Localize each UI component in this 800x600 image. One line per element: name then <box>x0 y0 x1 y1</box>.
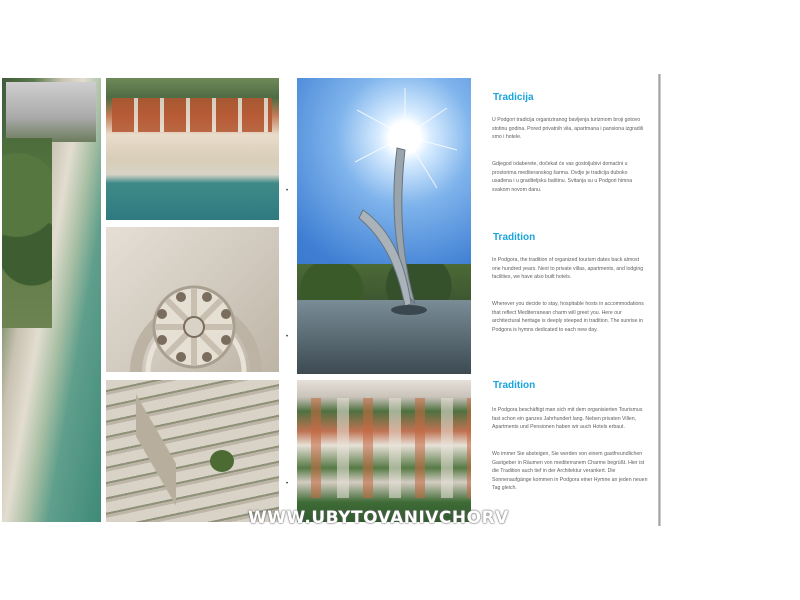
heading-croatian: Tradicija <box>493 92 534 103</box>
seagull-sculpture-graphic <box>297 78 471 374</box>
town-aerial-photo <box>297 380 471 522</box>
paragraph-english-2: Wherever you decide to stay, hospitable hosts in accommodations that reflect Mediterranean charm will greet you. Here our architectural heritage is deeply steeped in tradition. The sunrise in Podgora is hymns dedicated to each new day. <box>492 301 644 333</box>
heading-german: Tradition <box>493 380 536 391</box>
hotel-waterfront-photo <box>106 78 279 220</box>
rose-window-photo <box>106 227 279 372</box>
paragraph-german-1: In Podgora beschäftigt man sich mit dem organisierten Tourismus fast schon ein ganzes Jahrhundert lang. Neben privaten Villen, Apartments und Pensionen haben wir auch Hotels erbaut. <box>492 407 643 431</box>
print-mark: • <box>286 481 289 487</box>
text-column <box>476 78 658 524</box>
paragraph-croatian-2: Gdjegod odaberete, dočekat će vas gostoljubivi domaćini u prostorima mediteranskog šarma. Ovdje je tradicija duboko usađena i u graditeljsku baštinu. Svitanja su u Podgori himna svakom novom danu. <box>492 161 633 193</box>
beach-aerial-photo <box>2 78 101 522</box>
pine-trees <box>2 138 52 328</box>
stone-terraces-photo <box>106 380 279 522</box>
page-fold <box>658 74 661 526</box>
town-roofs <box>297 398 471 498</box>
print-mark: • <box>286 188 289 194</box>
hotel-roofs <box>112 98 272 132</box>
paragraph-german-2: Wo immer Sie absteigen, Sie werden von einem gastfreundlichen Gastgeber in Räumen von mediterranem Charme begrüßt. Hier ist die Tradition auch tief in der Architektur verankert. Die Sonnenaufgänge kommen in Podgora einer Hymne an jeden neuen Tag gleich. <box>492 451 648 492</box>
print-mark: • <box>286 334 289 340</box>
beachfront-buildings <box>6 82 96 142</box>
watermark-text: WWW.UBYTOVANIVCHORV <box>248 508 509 528</box>
sun-sculpture-photo <box>297 78 471 374</box>
stone-wall <box>136 380 176 522</box>
heading-english: Tradition <box>493 232 536 243</box>
paragraph-croatian-1: U Podgori tradicija organiziranog bavljenja turizmom broji gotovo stotinu godina. Pored privatnih vila, apartmana i pansiona izgradili smo i hotele. <box>492 117 644 141</box>
paragraph-english-1: In Podgora, the tradition of organized tourism dates back almost one hundred years. Next to private villas, apartments, and lodging facilities, we have also built hotels. <box>492 257 644 281</box>
rose-window-graphic <box>106 227 279 372</box>
bush <box>210 450 234 472</box>
